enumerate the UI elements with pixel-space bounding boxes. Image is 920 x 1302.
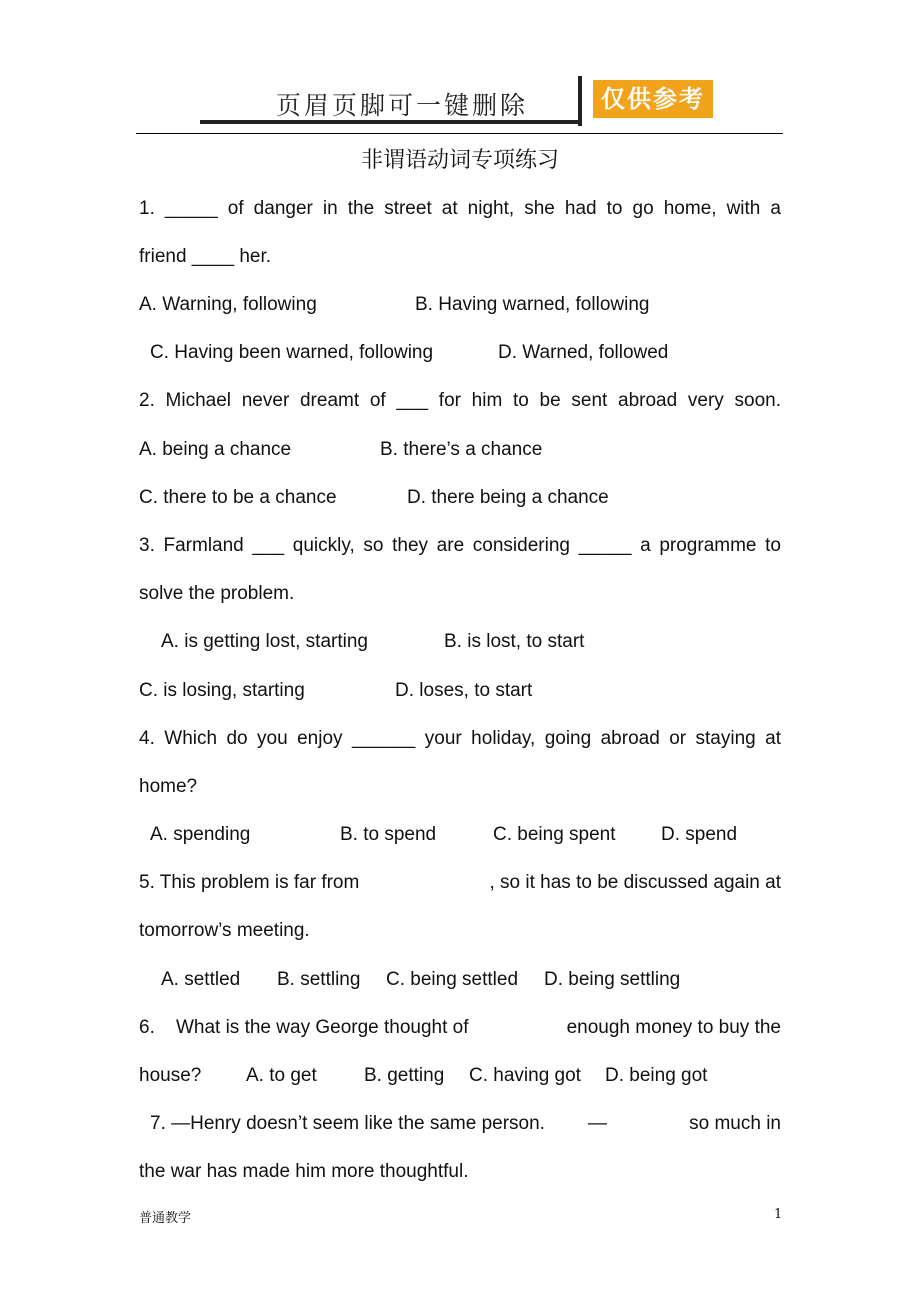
option-a: A. Warning, following [139,294,317,315]
option-a: A. being a chance [139,439,292,460]
option-c: C. having got [469,1065,581,1086]
header-rule [136,133,783,134]
question-7-dialogue-a: 7. —Henry doesn’t seem like the same person. [150,1113,545,1134]
question-7-line-2: the war has made him more thoughtful. [139,1161,469,1182]
question-6-stem-start: 6. What is the way George thought of [139,1017,469,1038]
option-c: C. being settled [386,969,519,990]
option-d: D. loses, to start [395,680,533,701]
question-5-stem-start: 5. This problem is far from [139,872,360,893]
option-d: D. Warned, followed [498,342,669,363]
option-c: C. being spent [493,824,616,845]
question-4-line-1: 4. Which do you enjoy ______ your holiday, going abroad or staying at [139,728,781,749]
question-7-stem-end: so much in [689,1113,781,1134]
question-5-stem-end: , so it has to be discussed again at [489,872,781,893]
option-b: B. to spend [340,824,437,845]
option-d: D. being settling [544,969,681,990]
question-1-line-2: friend ____ her. [139,246,272,267]
question-1-line-1: 1. _____ of danger in the street at night, she had to go home, with a [139,198,781,219]
question-3-line-2: solve the problem. [139,583,295,604]
option-a: A. to get [246,1065,317,1086]
document-title: 非谓语动词专项练习 [360,148,559,173]
option-b: B. settling [277,969,361,990]
question-7-dialogue-b: — [588,1113,607,1134]
option-a: A. is getting lost, starting [161,631,368,652]
option-c: C. there to be a chance [139,487,337,508]
question-5-line-2: tomorrow’s meeting. [139,920,310,941]
header-divider [578,76,582,126]
option-b: B. Having warned, following [415,294,650,315]
footer-label: 普通教学 [139,1211,192,1226]
option-c: C. Having been warned, following [150,342,434,363]
question-6-stem-end: enough money to buy the [566,1017,781,1038]
option-a: A. spending [150,824,251,845]
option-b: B. getting [364,1065,445,1086]
header-underline [200,120,580,124]
option-a: A. settled [161,969,241,990]
question-3-line-1: 3. Farmland ___ quickly, so they are considering _____ a programme to [139,535,781,556]
reference-only-badge: 仅供参考 [593,80,713,118]
option-c: C. is losing, starting [139,680,305,701]
option-b: B. is lost, to start [444,631,585,652]
option-b: B. there’s a chance [380,439,543,460]
option-d: D. there being a chance [407,487,609,508]
option-d: D. being got [605,1065,708,1086]
question-6-stem-tail: house? [139,1065,202,1086]
header-banner [200,76,727,130]
option-d: D. spend [661,824,738,845]
page-number: 1 [774,1207,783,1222]
question-4-line-2: home? [139,776,198,797]
header-banner-text: 页眉页脚可一键删除 [276,91,529,120]
question-2-line-1: 2. Michael never dreamt of ___ for him to be sent abroad very soon. [139,390,781,411]
